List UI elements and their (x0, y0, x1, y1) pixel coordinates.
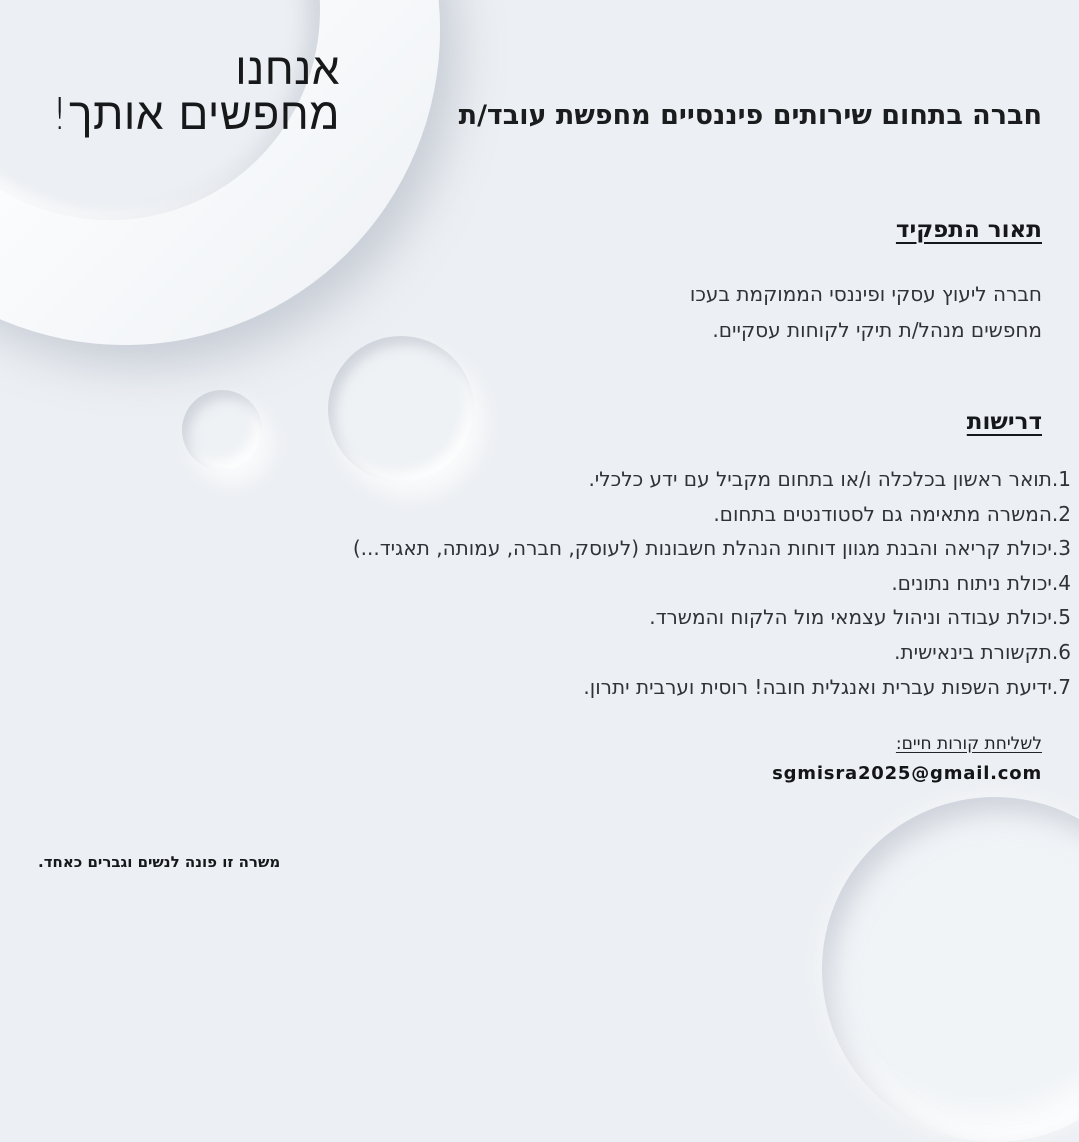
tagline-line2: מחפשים אותך! (50, 89, 340, 140)
job-description-heading: תאור התפקיד (895, 217, 1042, 243)
tagline-line1: אנחנו (235, 44, 340, 95)
job-description-line: חברה ליעוץ עסקי ופיננסי הממוקמת בעכו (689, 282, 1042, 306)
requirements-heading: דרישות (966, 409, 1042, 435)
requirement-item: 1.תואר ראשון בכלכלה ו/או בתחום מקביל עם ידע כלכלי. (588, 467, 1071, 491)
equality-note: משרה זו פונה לנשים וגברים כאחד. (38, 853, 281, 871)
headline: חברה בתחום שירותים פיננסיים מחפשת עובד/ת (458, 100, 1042, 131)
requirement-item: 3.יכולת קריאה והבנת מגוון דוחות הנהלת חשבונות (לעוסק, חברה, עמותה, תאגיד...) (352, 536, 1071, 561)
job-description-body (690, 276, 1042, 348)
requirements-list (353, 462, 1071, 704)
decorative-circle-bottom-right (822, 797, 1079, 1142)
requirement-item: 6.תקשורת בינאישית. (894, 639, 1071, 664)
contact-email: sgmisra2025@gmail.com (772, 763, 1042, 784)
decorative-circle-large (328, 336, 474, 482)
requirement-item: 2.המשרה מתאימה גם לסטודנטים בתחום. (713, 501, 1071, 526)
requirement-item: 5.יכולת עבודה וניהול עצמאי מול הלקוח והמשרד. (649, 605, 1071, 630)
job-description-line: מחפשים מנהל/ת תיקי לקוחות עסקיים. (712, 318, 1042, 342)
requirement-item: 7.ידיעת השפות עברית ואנגלית חובה! רוסית וערבית יתרון. (583, 674, 1071, 699)
decorative-circle-small (182, 390, 262, 470)
requirement-item: 4.יכולת ניתוח נתונים. (891, 570, 1071, 595)
tagline (0, 44, 340, 140)
cv-send-label: לשליחת קורות חיים: (895, 734, 1042, 754)
